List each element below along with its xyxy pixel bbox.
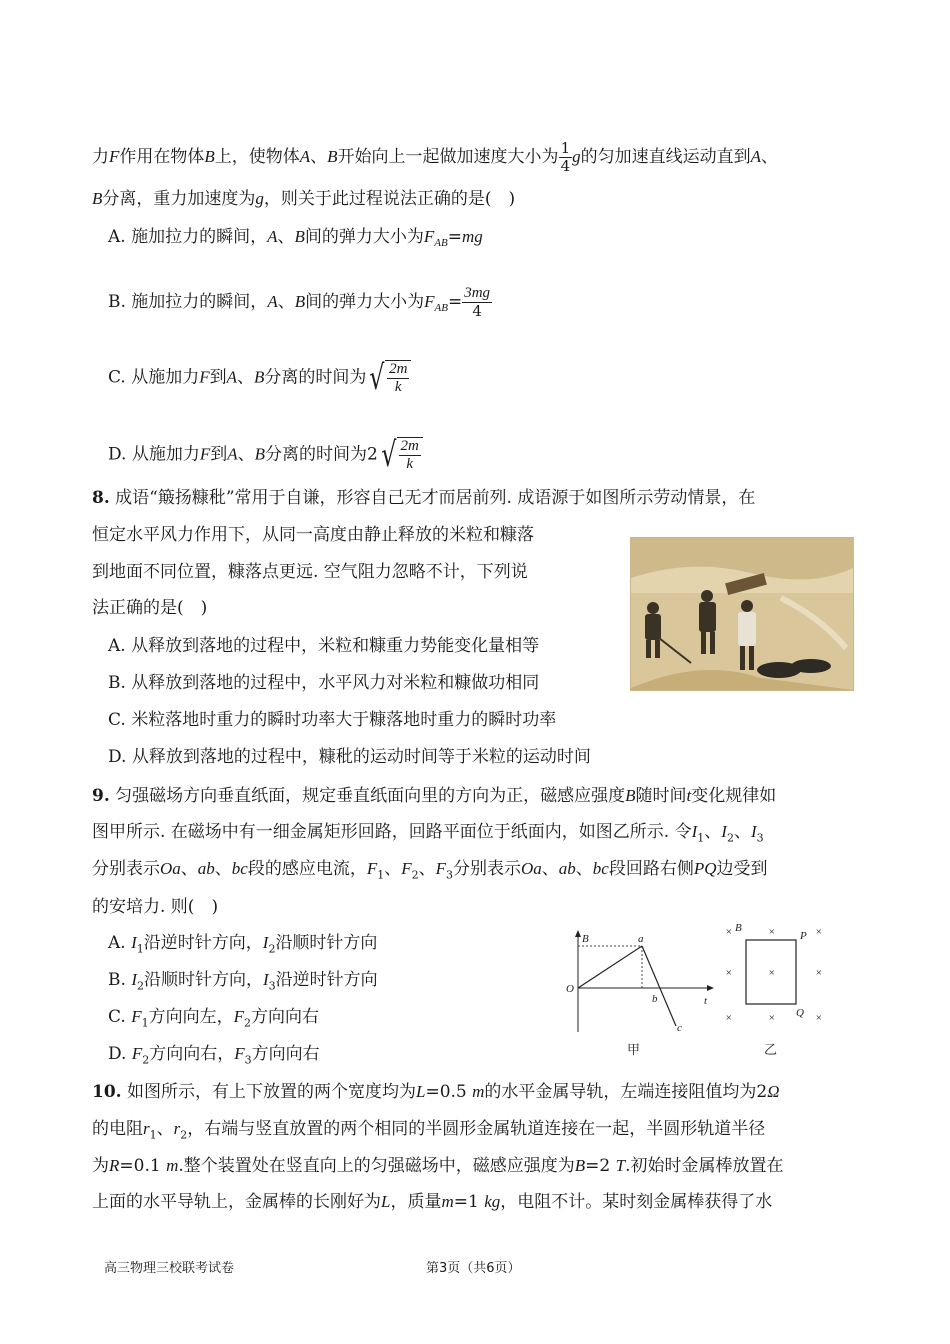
figure-jia [560,920,720,1060]
q8-line1: 8. 成语“簸扬糠秕”常用于自谦，形容自己无才而居前列. 成语源于如图所示劳动情景，在 [92,488,756,508]
q9-option-c: C. $F_1$方向向左，$F_2$方向向右 [108,1007,319,1030]
svg-text:×: × [725,926,733,938]
svg-text:×: × [815,967,823,979]
x-axis-arrow-icon [707,985,714,991]
sqrt-icon: √ [369,358,385,398]
segment-oa [578,946,642,988]
figure-yi [716,918,836,1060]
sqrt-icon: √ [381,435,397,475]
q10-line3: 为R=0.1 m.整个装置处在竖直向上的匀强磁场中，磁感应强度为B=2 T.初始时金属棒放置在 [92,1156,784,1176]
q9-option-b: B. $I_2$沿顺时针方向，$I_3$沿逆时针方向 [108,970,378,993]
label-b: B [735,922,742,934]
q7-line2: B分离，重力加速度为g，则关于此过程说法正确的是( ) [92,189,516,209]
q9-option-d: D. $F_2$方向向右，$F_3$方向向右 [108,1044,320,1067]
label-a: a [638,933,644,945]
q8-line4: 法正确的是( ) [92,598,208,618]
field-marks [725,926,822,1024]
svg-text:×: × [768,926,776,938]
q9-line3: 分别表示Oa、ab、bc段的感应电流，$F_1$、$F_2$、$F_3$分别表示Oa、ab、bc段回路右侧PQ边受到 [92,859,768,882]
footer-page-number: 第3页（共6页） [426,1261,521,1276]
fraction: $\frac{3mg}{4}$ [464,285,491,320]
caption-jia: 甲 [627,1043,641,1058]
label-b: B [582,933,589,945]
q8-option-c: C. 米粒落地时重力的瞬时功率大于糠落地时重力的瞬时功率 [108,710,557,730]
segment-abc [642,946,676,1026]
winnowing-painting [630,537,854,691]
q9-line2: 图甲所示. 在磁场中有一细金属矩形回路，回路平面位于纸面内，如图乙所示. 令$I_1$、$I_2$、$I_3$ [92,822,764,845]
q8-line2: 恒定水平风力作用下，从同一高度由静止释放的米粒和糠落 [92,525,534,545]
label-c: c [677,1022,682,1034]
y-axis-arrow-icon [575,930,581,937]
q8-line3: 到地面不同位置，糠落点更远. 空气阻力忽略不计，下列说 [92,562,528,582]
q7-line1: 力F作用在物体B上，使物体A、B开始向上一起做加速度大小为 $\frac{1}{4}$ g的匀加速直线运动直到A、 [92,139,778,175]
q9-line4: 的安培力. 则( ) [92,897,219,917]
q7-option-a: A. 施加拉力的瞬间，A、B间的弹力大小为$F_{AB}=mg$ [108,227,483,250]
svg-text:×: × [815,1012,823,1024]
caption-yi: 乙 [764,1043,778,1058]
svg-text:×: × [768,1012,776,1024]
fraction: $\frac{1}{4}$ [560,139,571,175]
q8-option-a: A. 从释放到落地的过程中，米粒和糠重力势能变化量相等 [108,636,540,656]
svg-text:×: × [725,967,733,979]
q7-option-d: D. 从施加力F到A、B分离的时间为2√ $\frac{2m}{k}$ [108,437,423,473]
label-o: O [566,983,574,995]
q10-line1: 10. 如图所示，有上下放置的两个宽度均为L=0.5 m的水平金属导轨，左端连接阻值均为2Ω [92,1082,780,1102]
q9-option-a: A. $I_1$沿逆时针方向，$I_2$沿顺时针方向 [108,933,378,956]
q8-option-b: B. 从释放到落地的过程中，水平风力对米粒和糠做功相同 [108,673,540,693]
q10-line2: 的电阻$r_1$、$r_2$，右端与竖直放置的两个相同的半圆形金属轨道连接在一起，半圆形轨道半径 [92,1119,766,1142]
svg-text:×: × [725,1012,733,1024]
q8-option-d: D. 从释放到落地的过程中，糠秕的运动时间等于米粒的运动时间 [108,747,591,767]
q7-option-b: B. 施加拉力的瞬间，A、B间的弹力大小为$F_{AB}=$ $\frac{3mg}{4}$ [108,285,491,320]
label-q: Q [796,1007,804,1019]
footer-exam-title: 高三物理三校联考试卷 [104,1261,235,1276]
svg-text:×: × [768,967,776,979]
label-b-point: b [652,993,658,1005]
q9-line1: 9. 匀强磁场方向垂直纸面，规定垂直纸面向里的方向为正，磁感应强度B随时间t变化规律如 [92,786,777,806]
q7-option-c: C. 从施加力F到A、B分离的时间为√ $\frac{2m}{k}$ [108,360,411,396]
q10-line4: 上面的水平导轨上，金属棒的长刚好为L，质量m=1 kg，电阻不计。某时刻金属棒获得了水 [92,1192,773,1212]
svg-text:×: × [815,926,823,938]
label-p: P [800,930,807,942]
label-t: t [704,995,708,1007]
